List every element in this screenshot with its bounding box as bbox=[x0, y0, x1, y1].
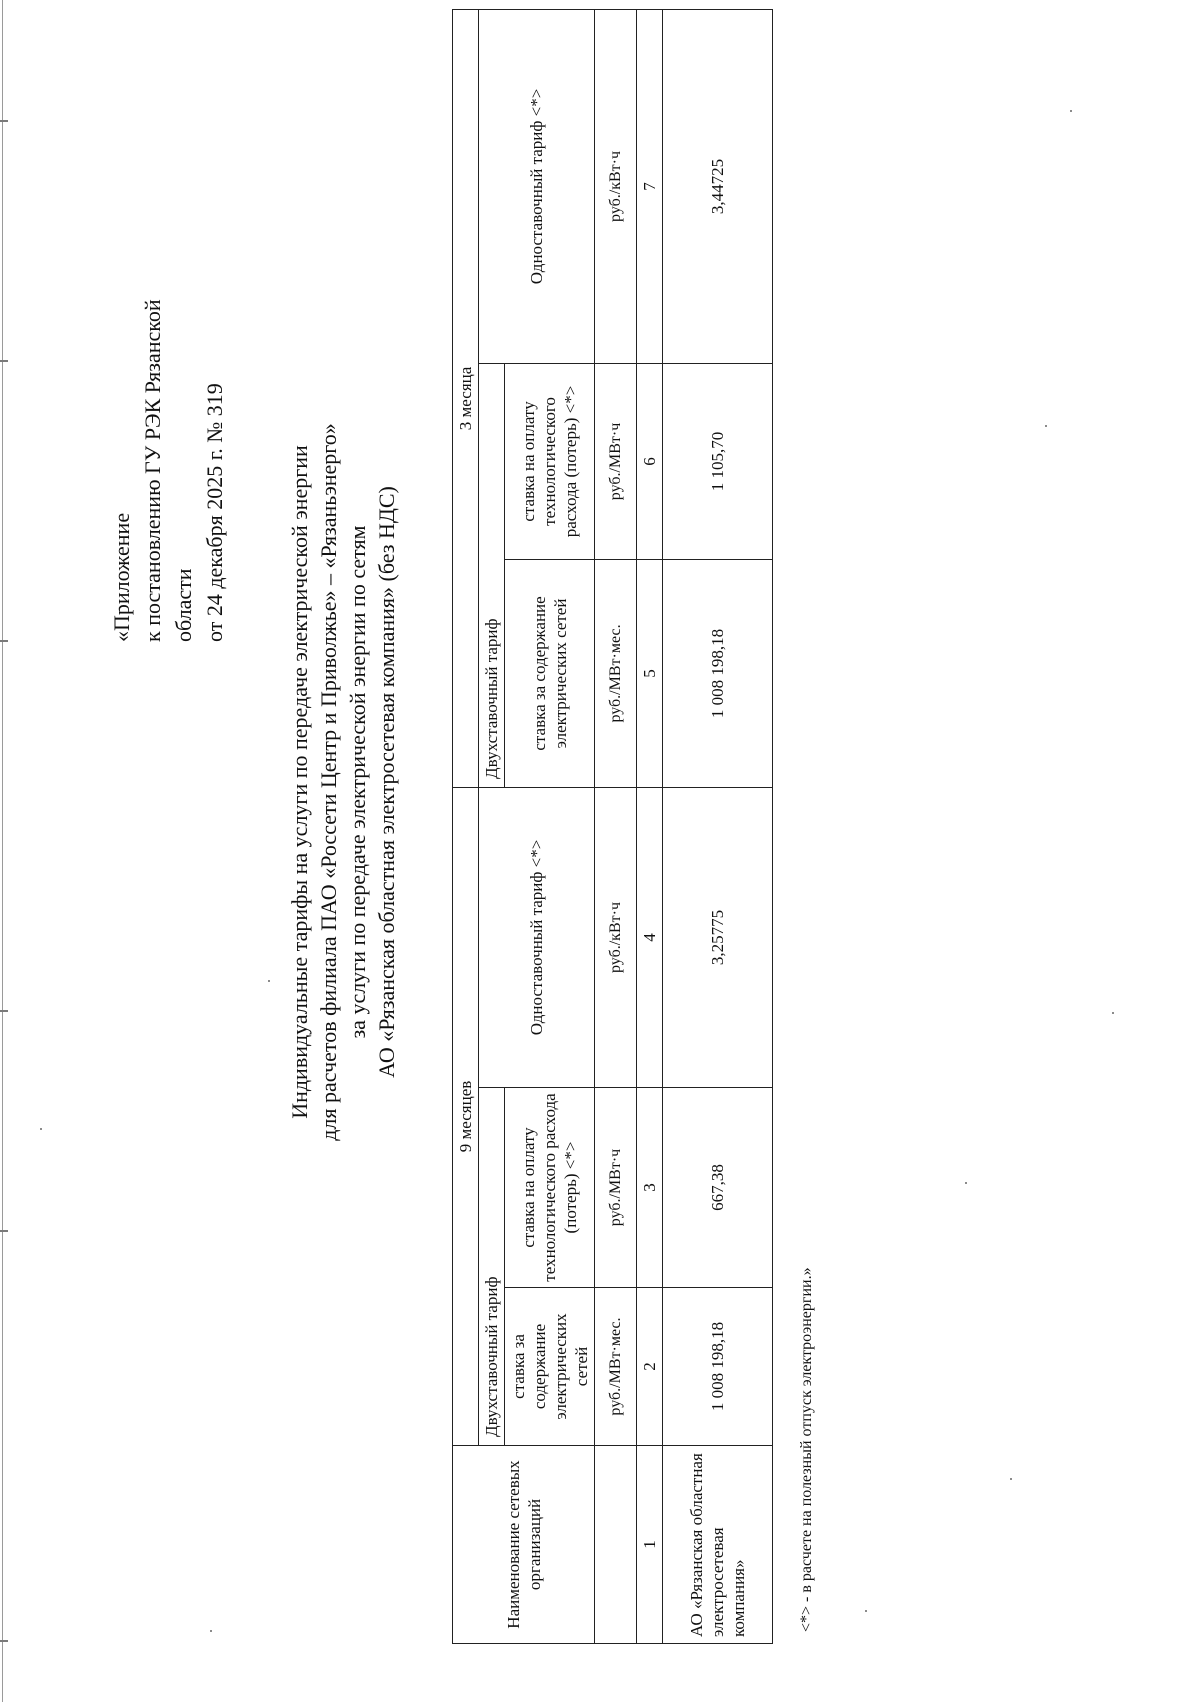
header-single-rate: Одноставочный тариф <*> bbox=[479, 9, 595, 363]
value-cell: 1 008 198,18 bbox=[663, 559, 773, 787]
value-cell: 1 105,70 bbox=[663, 363, 773, 559]
column-number: 2 bbox=[637, 1288, 663, 1446]
table-header-row bbox=[453, 9, 479, 1643]
title-line: АО «Рязанская областная электросетевая компания» (без НДС) bbox=[374, 486, 399, 1078]
appendix-line: от 24 декабря 2025 г. № 319 bbox=[202, 383, 227, 642]
header-rate-maintenance: ставка за содержание электрических сетей bbox=[505, 559, 595, 787]
header-single-rate: Одноставочный тариф <*> bbox=[479, 787, 595, 1087]
column-number: 4 bbox=[637, 787, 663, 1087]
units-cell: руб./кВт·ч bbox=[595, 9, 637, 363]
org-name-cell: АО «Рязанская областная электросетевая компания» bbox=[663, 1446, 773, 1644]
units-cell-empty bbox=[595, 1446, 637, 1644]
title-line: для расчетов филиала ПАО «Россети Центр и Приволжье» – «Рязаньэнерго» bbox=[316, 423, 341, 1141]
column-number: 6 bbox=[637, 363, 663, 559]
document-title bbox=[285, 332, 401, 1232]
header-two-part-tariff: Двухставочный тариф bbox=[479, 363, 505, 787]
units-cell: руб./МВт·ч bbox=[595, 1088, 637, 1288]
value-cell: 3,25775 bbox=[663, 787, 773, 1087]
value-cell: 3,44725 bbox=[663, 9, 773, 363]
header-period-3-months: 3 месяца bbox=[453, 9, 479, 787]
units-cell: руб./МВт·ч bbox=[595, 363, 637, 559]
title-line: за услуги по передаче электрической энергии по сетям bbox=[345, 525, 370, 1039]
table-units-row bbox=[595, 9, 637, 1643]
column-number: 5 bbox=[637, 559, 663, 787]
tariff-table bbox=[452, 9, 773, 1644]
header-rate-losses: ставка на оплату технологического расхода (потерь) <*> bbox=[505, 1088, 595, 1288]
units-cell: руб./МВт·мес. bbox=[595, 559, 637, 787]
column-number: 3 bbox=[637, 1088, 663, 1288]
appendix-line: «Приложение bbox=[109, 512, 134, 642]
header-period-9-months: 9 месяцев bbox=[453, 787, 479, 1445]
appendix-header bbox=[106, 82, 230, 642]
table-header-row bbox=[479, 9, 505, 1643]
header-two-part-tariff: Двухставочный тариф bbox=[479, 1088, 505, 1446]
appendix-line: к постановлению ГУ РЭК Рязанской bbox=[140, 299, 165, 642]
header-rate-maintenance: ставка за содержание электрических сетей bbox=[505, 1288, 595, 1446]
appendix-line: области bbox=[171, 568, 196, 642]
column-number: 1 bbox=[637, 1446, 663, 1644]
units-cell: руб./кВт·ч bbox=[595, 787, 637, 1087]
table-row bbox=[663, 9, 773, 1643]
header-rate-losses: ставка на оплату технологического расхода (потерь) <*> bbox=[505, 363, 595, 559]
header-org-name: Наименование сетевых организаций bbox=[453, 1446, 595, 1644]
title-line: Индивидуальные тарифы на услуги по передаче электрической энергии bbox=[287, 445, 312, 1119]
value-cell: 667,38 bbox=[663, 1088, 773, 1288]
units-cell: руб./МВт·мес. bbox=[595, 1288, 637, 1446]
column-number: 7 bbox=[637, 9, 663, 363]
table-column-numbers-row bbox=[637, 9, 663, 1643]
value-cell: 1 008 198,18 bbox=[663, 1288, 773, 1446]
footnote: <*> - в расчете на полезный отпуск электроэнергии.» bbox=[798, 1267, 815, 1632]
